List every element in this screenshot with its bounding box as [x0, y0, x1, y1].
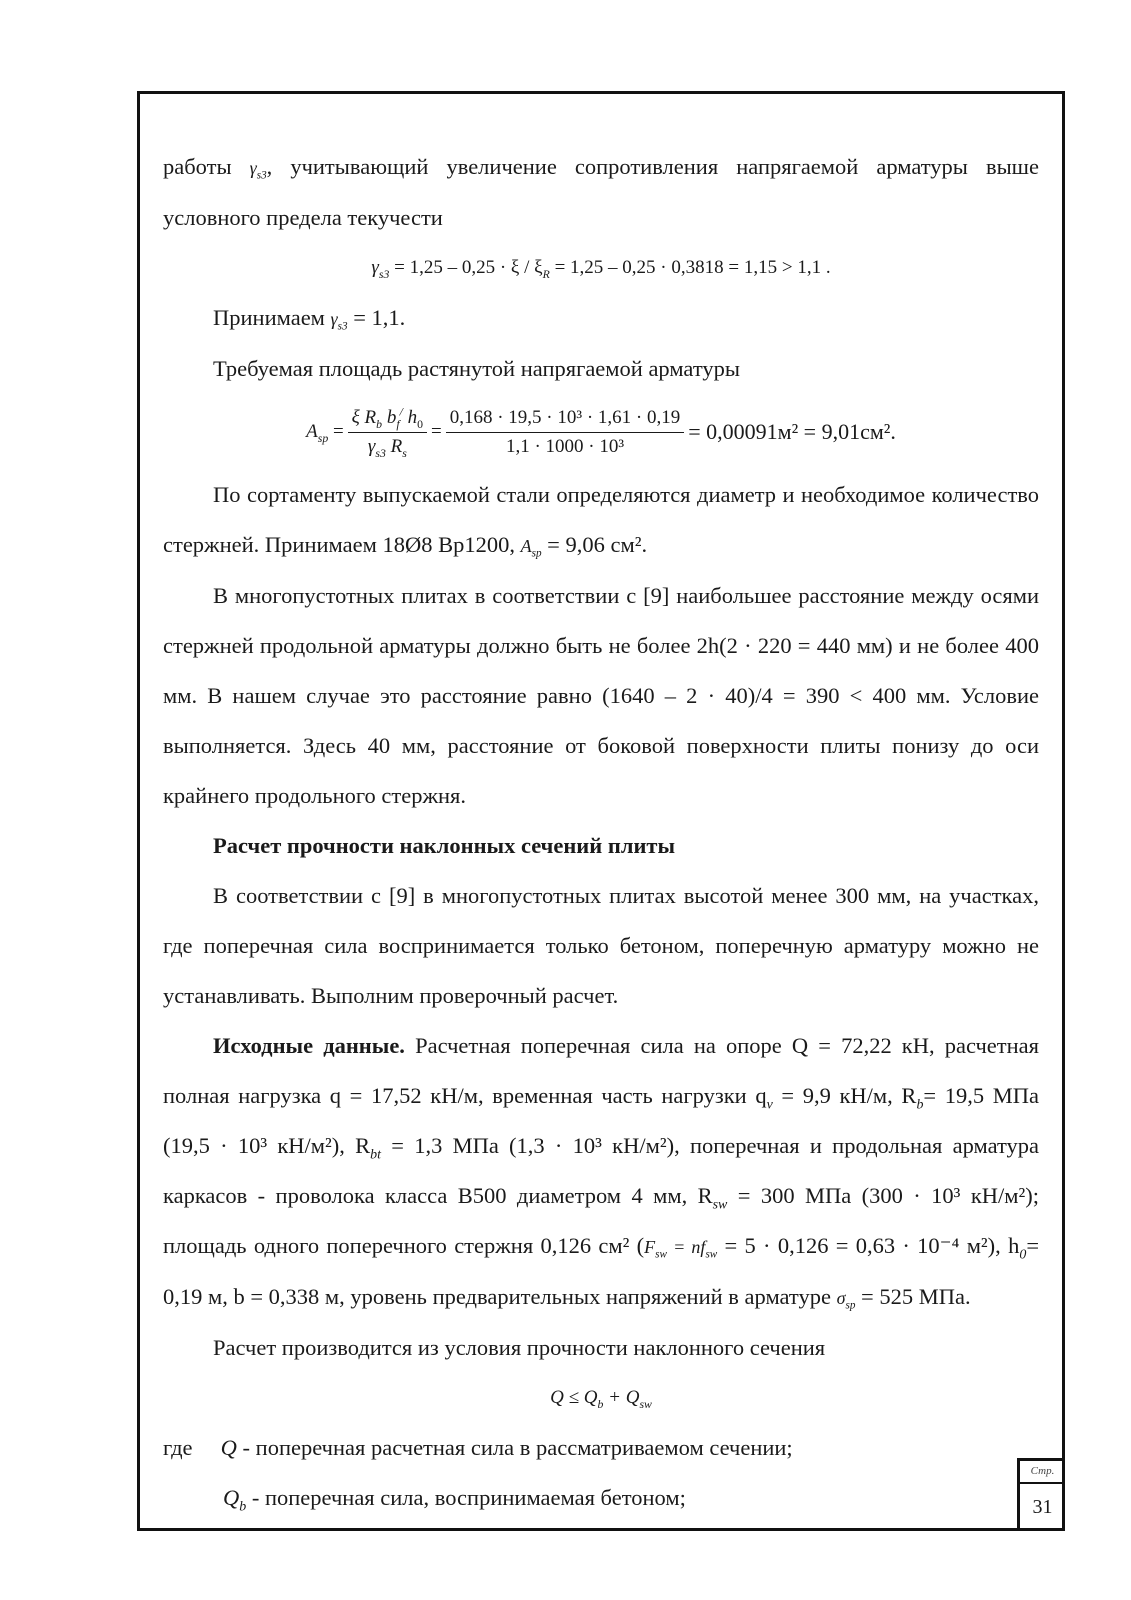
paragraph-bar-spacing: В многопустотных плитах в соответствии с [9] наибольшее расстояние между осями стержней продольной арматуры должно быть не более 2h(2 · 220 = 440 мм) и не более 400 мм. В нашем случае это расстояние равно (1640 – 2 · 40)/4 = 390 < 400 мм. Условие выполняется. Здесь 40 мм, расстояние от боковой поверхности плиты понизу до оси крайнего продольного стержня.: [163, 583, 1039, 808]
paragraph-condition: Расчет производится из условия прочности наклонного сечения: [213, 1335, 826, 1360]
where-item-qb: $Q_b$ - поперечная сила, воспринимаемая бетоном;: [223, 1485, 686, 1515]
page-stamp: [1017, 1458, 1065, 1531]
formula-gamma-s3: $\gamma_{s3} = 1,25 - 0,25 \cdot \xi / \xi_R = 1,25 - 0,25 \cdot 0,3818 = 1,15 > 1,1$ .: [371, 257, 831, 281]
page-number: 31: [1032, 1496, 1053, 1518]
fraction-numeric: $\frac{\text{0,168 · 19,5 · 10³ · 1,61 · 0,19}}{\text{1,1 · 1000 · 10³}}$: [446, 404, 685, 461]
section-heading: Расчет прочности наклонных сечений плиты: [213, 833, 676, 858]
paragraph-gamma-s3-intro: работы $\gamma_{s3}$, учитывающий увеличение сопротивления напрягаемой арматуры выше условного предела текучести: [163, 154, 1039, 230]
paragraph-required-area: Требуемая площадь растянутой напрягаемой арматуры: [213, 356, 740, 381]
paragraph-shear-intro: В соответствии с [9] в многопустотных плитах высотой менее 300 мм, на участках, где поперечная сила воспринимается только бетоном, поперечную арматуру можно не устанавливать. Выполним проверочный расчет.: [163, 883, 1039, 1008]
stamp-label: Стр.: [1020, 1461, 1065, 1484]
formula-strength-condition: $Q \le Q_b + Q_{sw}$: [550, 1387, 652, 1411]
document-body: [163, 142, 1039, 1523]
formula-area-asp: $A_{sp}$ = $\frac{\xi R_b b_f^/ h_0}{\gamma_{s3} R_s}$ = $\frac{\text{0,168 · 19,5 · 10³ · 1,61 · 0,19}}{\text{1,1 · 1000 · 10³}}$ = 0,00091м² = 9,01см².: [306, 405, 896, 460]
paragraph-initial-data: Исходные данные. Расчетная поперечная сила на опоре Q = 72,22 кН, расчетная полная нагрузка q = 17,52 кН/м, временная часть нагрузки $q_v = 9,9$ кН/м, $R_b= 19,5$ МПа (19,5 · 10³ кН/м²), $R_{bt} = 1,3$ МПа (1,3 · 10³ кН/м²), поперечная и продольная арматура каркасов - проволока класса В500 диаметром 4 мм, $R_{sw} = 300$ МПа (300 · 10³ кН/м²); площадь одного поперечного стержня 0,126 см² ($F_{sw} = nf_{sw} = 5 \cdot 0,126 = 0,63 \cdot 10^{-4}$ м²), $h_0= 0,19$ м, b = 0,338 м, уровень предварительных напряжений в арматуре $\sigma_{sp} = 525$ МПа.: [163, 1033, 1040, 1312]
paragraph-accept-gamma: Принимаем $\gamma_{s3} = 1,1$.: [213, 305, 406, 333]
paragraph-assortment: По сортаменту выпускаемой стали определяются диаметр и необходимое количество стержней. Принимаем 18Ø8 Вр1200, $A_{sp} = 9,06$ см².: [163, 482, 1039, 560]
where-item-q: где Q - поперечная расчетная сила в рассматриваемом сечении;: [163, 1435, 793, 1460]
fraction-symbolic: $\frac{\xi R_b b_f^/ h_0}{\gamma_{s3} R_s}$: [348, 404, 427, 461]
